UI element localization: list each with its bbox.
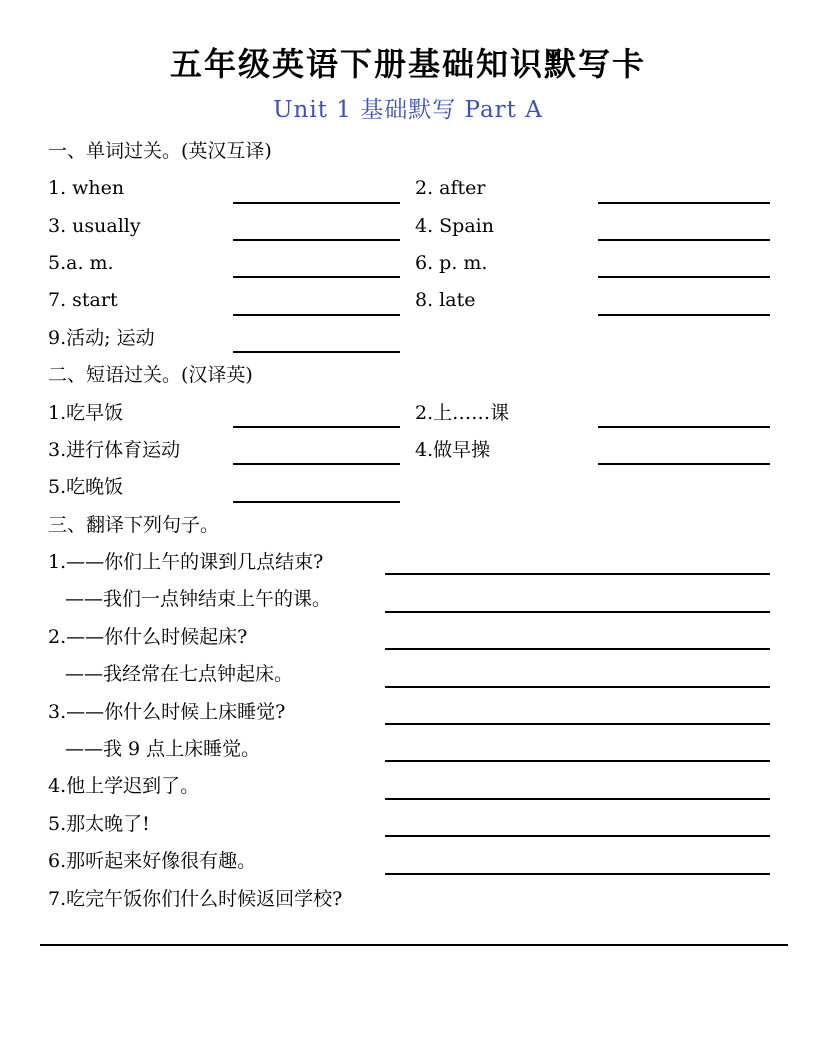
sentence-label: 3.——你什么时候上床睡觉? [48, 700, 286, 723]
word-label: 2. after [415, 177, 486, 200]
page-subtitle: Unit 1 基础默写 Part A [273, 96, 543, 123]
answer-blank [233, 351, 400, 353]
sentence-label: ——我 9 点上床睡觉。 [65, 738, 261, 761]
answer-blank [233, 239, 400, 241]
word-label: 1. when [48, 177, 125, 200]
sentence-label: 7.吃完午饭你们什么时候返回学校? [48, 887, 343, 910]
answer-blank [598, 426, 770, 428]
phrase-label: 4.做早操 [415, 438, 491, 461]
word-row [48, 320, 790, 357]
answer-blank [385, 648, 770, 650]
answer-blank [385, 686, 770, 688]
phrase-label: 3.进行体育运动 [48, 438, 181, 461]
answer-blank-full-width [40, 944, 788, 946]
sentence-row [48, 881, 790, 918]
answer-blank [598, 314, 770, 316]
answer-blank [385, 873, 770, 875]
sentence-row [48, 806, 790, 843]
answer-blank [233, 463, 400, 465]
answer-blank [385, 611, 770, 613]
word-row [48, 245, 790, 282]
word-row [48, 208, 790, 245]
answer-blank [233, 426, 400, 428]
sentence-label: 6.那听起来好像很有趣。 [48, 850, 257, 873]
word-label: 5.a. m. [48, 251, 114, 274]
sentence-label: 1.——你们上午的课到几点结束? [48, 551, 324, 574]
section-heading-words: 一、单词过关。(英汉互译) [48, 139, 272, 162]
phrase-label: 2.上……课 [415, 401, 510, 424]
word-label: 3. usually [48, 214, 141, 237]
section-heading-phrases: 二、短语过关。(汉译英) [48, 364, 253, 387]
sentence-row [48, 694, 790, 731]
phrase-label: 5.吃晚饭 [48, 476, 124, 499]
sentence-label: 5.那太晚了! [48, 812, 150, 835]
sentence-row [48, 656, 790, 693]
word-label: 9.活动; 运动 [48, 326, 155, 349]
sentence-row [48, 581, 790, 618]
page-title: 五年级英语下册基础知识默写卡 [169, 45, 646, 83]
word-label: 7. start [48, 289, 118, 312]
answer-blank [598, 202, 770, 204]
phrase-label: 1.吃早饭 [48, 401, 124, 424]
sentence-row [48, 768, 790, 805]
answer-blank [385, 760, 770, 762]
sentence-label: ——我们一点钟结束上午的课。 [65, 588, 332, 611]
answer-blank [233, 276, 400, 278]
answer-blank [385, 573, 770, 575]
answer-blank [385, 835, 770, 837]
sentence-label: ——我经常在七点钟起床。 [65, 663, 294, 686]
word-label: 6. p. m. [415, 251, 488, 274]
answer-blank [598, 463, 770, 465]
sentence-label: 2.——你什么时候起床? [48, 625, 248, 648]
word-label: 8. late [415, 289, 476, 312]
sentence-row [48, 731, 790, 768]
phrase-row [48, 469, 790, 506]
worksheet-content [0, 133, 816, 946]
phrase-row [48, 395, 790, 432]
answer-blank [233, 202, 400, 204]
phrase-row [48, 432, 790, 469]
word-row [48, 282, 790, 319]
sentence-row [48, 843, 790, 880]
sentence-row [48, 619, 790, 656]
sentence-label: 4.他上学迟到了。 [48, 775, 200, 798]
answer-blank [385, 798, 770, 800]
answer-blank [598, 276, 770, 278]
answer-blank [385, 723, 770, 725]
word-label: 4. Spain [415, 214, 494, 237]
word-row [48, 170, 790, 207]
section-heading-sentences: 三、翻译下列句子。 [48, 513, 220, 536]
answer-blank [598, 239, 770, 241]
answer-blank [233, 501, 400, 503]
answer-blank [233, 314, 400, 316]
sentence-row [48, 544, 790, 581]
